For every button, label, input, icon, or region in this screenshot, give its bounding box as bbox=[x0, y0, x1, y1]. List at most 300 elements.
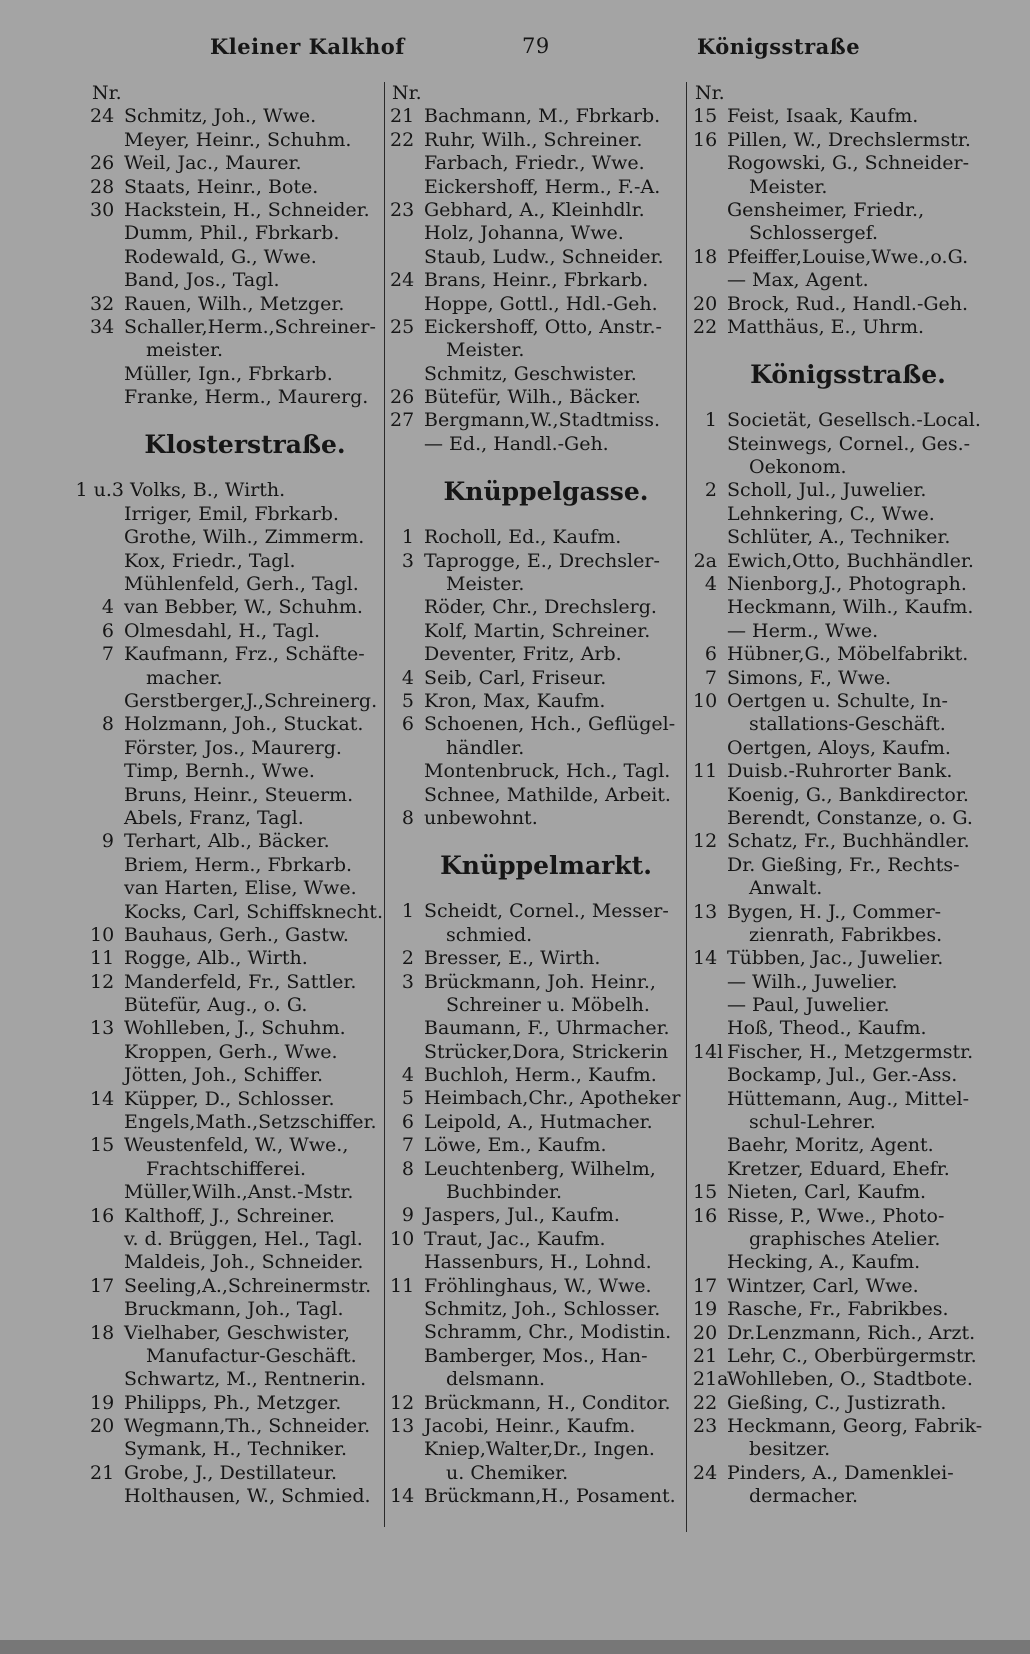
directory-entry bbox=[90, 176, 380, 199]
resident-name: Abels, Franz, Tagl. bbox=[124, 806, 304, 829]
house-number: 23 bbox=[693, 1415, 718, 1438]
directory-entry bbox=[693, 1275, 983, 1298]
resident-name: Jacobi, Heinr., Kaufm. bbox=[424, 1414, 636, 1437]
directory-entry bbox=[390, 526, 682, 549]
house-number: 32 bbox=[90, 292, 115, 315]
directory-entry bbox=[390, 1321, 682, 1344]
house-number: 23 bbox=[390, 198, 415, 221]
house-number: 1 bbox=[401, 900, 414, 923]
page-edge bbox=[0, 1640, 1030, 1654]
directory-entry bbox=[693, 1251, 983, 1274]
house-number: 2a bbox=[693, 549, 717, 572]
resident-name: Traut, Jac., Kaufm. bbox=[424, 1227, 606, 1250]
directory-entry bbox=[90, 1205, 380, 1228]
house-number: 8 bbox=[401, 806, 414, 829]
directory-entry bbox=[693, 152, 983, 175]
directory-entry bbox=[693, 667, 983, 690]
directory-entry bbox=[90, 1251, 380, 1274]
resident-name: Societät, Gesellsch.-Local. bbox=[727, 409, 981, 432]
resident-name: Scheidt, Cornel., Messer- bbox=[424, 900, 669, 923]
resident-name: Hüttemann, Aug., Mittel- bbox=[727, 1087, 969, 1110]
resident-name: Hoß, Theod., Kaufm. bbox=[727, 1017, 927, 1040]
resident-name: Schnee, Mathilde, Arbeit. bbox=[424, 783, 671, 806]
house-number: 11 bbox=[90, 947, 115, 970]
directory-entry bbox=[390, 994, 682, 1017]
directory-entry bbox=[693, 1298, 983, 1321]
directory-entry bbox=[390, 386, 682, 409]
directory-entry bbox=[390, 1181, 682, 1204]
resident-name: Wegmann,Th., Schneider. bbox=[124, 1415, 371, 1438]
resident-name: Taprogge, E., Drechsler- bbox=[424, 549, 660, 572]
house-number: 14 bbox=[390, 1485, 415, 1508]
directory-entry bbox=[693, 199, 983, 222]
resident-name: Eickershoff, Herm., F.-A. bbox=[424, 175, 661, 198]
resident-name: — Wilh., Juwelier. bbox=[727, 970, 898, 993]
directory-entry bbox=[90, 760, 380, 783]
directory-entry bbox=[693, 1088, 983, 1111]
house-number: 3 bbox=[401, 970, 414, 993]
house-number: 10 bbox=[90, 923, 115, 946]
resident-name: — Ed., Handl.-Geh. bbox=[424, 432, 609, 455]
resident-name: Gießing, C., Justizrath. bbox=[727, 1391, 947, 1414]
directory-entry bbox=[390, 152, 682, 175]
house-number: 7 bbox=[401, 1134, 414, 1157]
resident-name: Gerstberger,J.,Schreinerg. bbox=[124, 689, 378, 712]
directory-entry bbox=[90, 1228, 380, 1251]
house-number: 20 bbox=[693, 292, 718, 315]
directory-entry bbox=[390, 129, 682, 152]
directory-entry bbox=[693, 784, 983, 807]
house-number: 24 bbox=[693, 1461, 718, 1484]
resident-name: Rogowski, G., Schneider- bbox=[727, 152, 970, 175]
directory-entry bbox=[390, 1251, 682, 1274]
running-header-left: Kleiner Kalkhof bbox=[210, 34, 405, 59]
directory-entry bbox=[693, 690, 983, 713]
resident-name: Schramm, Chr., Modistin. bbox=[424, 1321, 672, 1344]
resident-name: Küpper, D., Schlosser. bbox=[124, 1087, 335, 1110]
house-number: 13 bbox=[693, 900, 718, 923]
entry-continuation: Buchbinder. bbox=[446, 1181, 562, 1204]
directory-entry bbox=[693, 269, 983, 292]
house-number: 11 bbox=[693, 760, 718, 783]
house-number: 9 bbox=[401, 1204, 414, 1227]
house-number: 30 bbox=[90, 198, 115, 221]
resident-name: Fröhlinghaus, W., Wwe. bbox=[424, 1274, 652, 1297]
entry-continuation: Frachtschifferei. bbox=[146, 1157, 306, 1180]
resident-name: Dr. Gießing, Fr., Rechts- bbox=[727, 853, 960, 876]
directory-entry bbox=[390, 713, 682, 736]
directory-entry bbox=[390, 222, 682, 245]
directory-entry bbox=[390, 1368, 682, 1391]
resident-name: Wohlleben, O., Stadtbote. bbox=[727, 1368, 973, 1391]
resident-name: Schatz, Fr., Buchhändler. bbox=[727, 830, 970, 853]
resident-name: Kolf, Martin, Schreiner. bbox=[424, 619, 651, 642]
directory-entry bbox=[90, 503, 380, 526]
resident-name: Rodewald, G., Wwe. bbox=[124, 245, 317, 268]
resident-name: Holzmann, Joh., Stuckat. bbox=[124, 713, 364, 736]
resident-name: Fischer, H., Metzgermstr. bbox=[727, 1040, 974, 1063]
directory-entry bbox=[693, 316, 983, 339]
directory-entry bbox=[90, 784, 380, 807]
directory-entry bbox=[90, 246, 380, 269]
directory-entry bbox=[693, 947, 983, 970]
number-column-label: Nr. bbox=[392, 82, 422, 104]
resident-name: Schaller,Herm.,Schreiner- bbox=[124, 315, 376, 338]
resident-name: Seib, Carl, Friseur. bbox=[424, 666, 607, 689]
house-number: 4 bbox=[704, 573, 717, 596]
resident-name: Pfeiffer,Louise,Wwe.,o.G. bbox=[727, 245, 969, 268]
house-number: 13 bbox=[90, 1017, 115, 1040]
directory-entry bbox=[693, 1205, 983, 1228]
directory-entry bbox=[390, 667, 682, 690]
directory-entry bbox=[693, 877, 983, 900]
house-number: 28 bbox=[90, 175, 115, 198]
directory-entry bbox=[390, 1462, 682, 1485]
house-number: 12 bbox=[693, 830, 718, 853]
resident-name: Bachmann, M., Fbrkarb. bbox=[424, 105, 661, 128]
house-number: 9 bbox=[101, 830, 114, 853]
directory-entry bbox=[390, 409, 682, 432]
directory-entry bbox=[90, 339, 380, 362]
entry-continuation: macher. bbox=[146, 666, 223, 689]
house-number: 4 bbox=[401, 1064, 414, 1087]
resident-name: Bresser, E., Wirth. bbox=[424, 947, 601, 970]
house-number: 11 bbox=[390, 1274, 415, 1297]
directory-entry bbox=[90, 994, 380, 1017]
directory-entry bbox=[693, 737, 983, 760]
house-number: 21a bbox=[693, 1368, 729, 1391]
directory-entry bbox=[693, 246, 983, 269]
directory-entry bbox=[693, 293, 983, 316]
directory-entry bbox=[693, 854, 983, 877]
directory-entry bbox=[90, 1485, 380, 1508]
house-number: 13 bbox=[390, 1414, 415, 1437]
resident-name: Dr.Lenzmann, Rich., Arzt. bbox=[727, 1321, 976, 1344]
directory-entry bbox=[90, 1181, 380, 1204]
resident-name: Buchloh, Herm., Kaufm. bbox=[424, 1064, 657, 1087]
number-label-row bbox=[390, 82, 682, 105]
resident-name: Jötten, Joh., Schiffer. bbox=[124, 1064, 324, 1087]
directory-entry bbox=[90, 316, 380, 339]
resident-name: Weil, Jac., Maurer. bbox=[124, 152, 302, 175]
directory-entry bbox=[390, 1158, 682, 1181]
directory-entry bbox=[693, 1134, 983, 1157]
resident-name: Philipps, Ph., Metzger. bbox=[124, 1391, 342, 1414]
resident-name: Ruhr, Wilh., Schreiner. bbox=[424, 128, 643, 151]
directory-entry bbox=[90, 1134, 380, 1157]
resident-name: Weustenfeld, W., Wwe., bbox=[124, 1134, 349, 1157]
house-number: 21 bbox=[90, 1461, 115, 1484]
directory-entry bbox=[390, 971, 682, 994]
entry-continuation: dermacher. bbox=[749, 1485, 858, 1508]
directory-entry bbox=[90, 1415, 380, 1438]
resident-name: Deventer, Fritz, Arb. bbox=[424, 643, 622, 666]
house-number: 15 bbox=[693, 105, 718, 128]
directory-entry bbox=[90, 152, 380, 175]
directory-entry bbox=[90, 1298, 380, 1321]
resident-name: Förster, Jos., Maurerg. bbox=[124, 736, 342, 759]
resident-name: Irriger, Emil, Fbrkarb. bbox=[124, 502, 339, 525]
directory-entry bbox=[390, 176, 682, 199]
house-number: 6 bbox=[401, 1110, 414, 1133]
house-number: 10 bbox=[693, 689, 718, 712]
number-column-label: Nr. bbox=[695, 82, 725, 104]
directory-entry bbox=[390, 947, 682, 970]
entry-continuation: u. Chemiker. bbox=[446, 1461, 569, 1484]
resident-name: Grobe, J., Destillateur. bbox=[124, 1461, 338, 1484]
resident-name: — Max, Agent. bbox=[727, 269, 869, 292]
column-divider-1 bbox=[384, 82, 385, 1527]
entry-continuation: Meister. bbox=[446, 573, 525, 596]
resident-name: Grothe, Wilh., Zimmerm. bbox=[124, 526, 365, 549]
resident-name: Pillen, W., Drechslermstr. bbox=[727, 128, 971, 151]
directory-entry bbox=[90, 573, 380, 596]
resident-name: Hackstein, H., Schneider. bbox=[124, 198, 370, 221]
house-number: 8 bbox=[401, 1157, 414, 1180]
directory-entry bbox=[693, 924, 983, 947]
directory-entry bbox=[693, 1158, 983, 1181]
directory-entry bbox=[390, 807, 682, 830]
directory-entry bbox=[693, 1017, 983, 1040]
resident-name: Bygen, H. J., Commer- bbox=[727, 900, 942, 923]
column-1 bbox=[75, 82, 383, 1509]
resident-name: Dumm, Phil., Fbrkarb. bbox=[124, 222, 340, 245]
directory-entry bbox=[693, 1181, 983, 1204]
house-number: 3 bbox=[401, 549, 414, 572]
house-number: 2 bbox=[704, 479, 717, 502]
resident-name: unbewohnt. bbox=[424, 806, 538, 829]
house-number: 22 bbox=[693, 1391, 718, 1414]
resident-name: Wohlleben, J., Schuhm. bbox=[124, 1017, 346, 1040]
resident-name: — Herm., Wwe. bbox=[727, 619, 879, 642]
resident-name: Franke, Herm., Maurerg. bbox=[124, 386, 369, 409]
house-number: 1 bbox=[401, 526, 414, 549]
house-number: 8 bbox=[101, 713, 114, 736]
resident-name: Holz, Johanna, Wwe. bbox=[424, 222, 624, 245]
directory-entry bbox=[390, 1345, 682, 1368]
resident-name: Brans, Heinr., Fbrkarb. bbox=[424, 269, 649, 292]
house-number: 20 bbox=[693, 1321, 718, 1344]
house-number: 26 bbox=[390, 386, 415, 409]
resident-name: Vielhaber, Geschwister, bbox=[124, 1321, 350, 1344]
resident-name: Lehnkering, C., Wwe. bbox=[727, 502, 935, 525]
directory-entry bbox=[693, 1345, 983, 1368]
directory-entry bbox=[390, 1485, 682, 1508]
house-number: 25 bbox=[390, 315, 415, 338]
directory-entry bbox=[90, 1064, 380, 1087]
directory-entry bbox=[90, 1088, 380, 1111]
column-3 bbox=[693, 82, 983, 1509]
directory-entry bbox=[693, 573, 983, 596]
directory-entry bbox=[693, 807, 983, 830]
entry-continuation: Meister. bbox=[446, 339, 525, 362]
directory-entry bbox=[90, 690, 380, 713]
resident-name: Heckmann, Georg, Fabrik- bbox=[727, 1415, 983, 1438]
house-number: 6 bbox=[101, 619, 114, 642]
resident-name: Risse, P., Wwe., Photo- bbox=[727, 1204, 945, 1227]
house-number: 27 bbox=[390, 409, 415, 432]
resident-name: Simons, F., Wwe. bbox=[727, 666, 892, 689]
directory-entry bbox=[693, 1415, 983, 1438]
directory-entry bbox=[390, 433, 682, 456]
resident-name: Hoppe, Gottl., Hdl.-Geh. bbox=[424, 292, 658, 315]
house-number: 12 bbox=[390, 1391, 415, 1414]
directory-entry bbox=[693, 1438, 983, 1461]
entry-continuation: Oekonom. bbox=[749, 456, 847, 479]
directory-entry bbox=[693, 1368, 983, 1391]
resident-name: Kron, Max, Kaufm. bbox=[424, 689, 606, 712]
directory-entry bbox=[390, 1438, 682, 1461]
house-number: 16 bbox=[90, 1204, 115, 1227]
entry-continuation: händler. bbox=[446, 736, 525, 759]
resident-name: Steinwegs, Cornel., Ges.- bbox=[727, 432, 971, 455]
resident-name: Schoenen, Hch., Geflügel- bbox=[424, 713, 676, 736]
directory-entry bbox=[693, 409, 983, 432]
directory-entry bbox=[693, 129, 983, 152]
resident-name: Kroppen, Gerh., Wwe. bbox=[124, 1040, 338, 1063]
entry-continuation: stallations-Geschäft. bbox=[749, 713, 946, 736]
resident-name: Kniep,Walter,Dr., Ingen. bbox=[424, 1438, 655, 1461]
resident-name: Gebhard, A., Kleinhdlr. bbox=[424, 198, 645, 221]
directory-entry bbox=[390, 1204, 682, 1227]
entry-continuation: Manufactur-Geschäft. bbox=[146, 1344, 357, 1367]
street-heading: Knüppelmarkt. bbox=[440, 850, 652, 880]
directory-entry bbox=[90, 1275, 380, 1298]
house-number: 15 bbox=[90, 1134, 115, 1157]
directory-entry bbox=[90, 199, 380, 222]
directory-entry bbox=[390, 339, 682, 362]
resident-name: Röder, Chr., Drechslerg. bbox=[424, 596, 657, 619]
directory-entry bbox=[693, 1064, 983, 1087]
house-number: 22 bbox=[390, 128, 415, 151]
resident-name: Scholl, Jul., Juwelier. bbox=[727, 479, 927, 502]
resident-name: Jaspers, Jul., Kaufm. bbox=[424, 1204, 620, 1227]
resident-name: Volks, B., Wirth. bbox=[130, 479, 286, 502]
directory-entry bbox=[390, 620, 682, 643]
house-number: 18 bbox=[693, 245, 718, 268]
resident-name: Bauhaus, Gerh., Gastw. bbox=[124, 923, 349, 946]
house-number: 2 bbox=[401, 947, 414, 970]
house-number: 17 bbox=[693, 1274, 718, 1297]
house-number: 14 bbox=[90, 1087, 115, 1110]
house-number: 12 bbox=[90, 970, 115, 993]
resident-name: Gensheimer, Friedr., bbox=[727, 198, 925, 221]
number-column-label: Nr. bbox=[92, 82, 122, 104]
directory-entry bbox=[693, 433, 983, 456]
directory-entry bbox=[90, 667, 380, 690]
directory-entry bbox=[390, 737, 682, 760]
resident-name: Symank, H., Techniker. bbox=[124, 1438, 348, 1461]
entry-continuation: zienrath, Fabrikbes. bbox=[749, 923, 943, 946]
resident-name: Leipold, A., Hutmacher. bbox=[424, 1110, 653, 1133]
resident-name: Kocks, Carl, Schiffsknecht. bbox=[124, 900, 383, 923]
directory-entry bbox=[693, 620, 983, 643]
directory-entry bbox=[390, 1134, 682, 1157]
resident-name: Bamberger, Mos., Han- bbox=[424, 1344, 648, 1367]
resident-name: Briem, Herm., Fbrkarb. bbox=[124, 853, 353, 876]
directory-entry bbox=[693, 1228, 983, 1251]
resident-name: Staats, Heinr., Bote. bbox=[124, 175, 319, 198]
house-number: 26 bbox=[90, 152, 115, 175]
resident-name: Lehr, C., Oberbürgermstr. bbox=[727, 1344, 977, 1367]
house-number: 1 u.3 bbox=[75, 479, 124, 502]
directory-entry bbox=[390, 550, 682, 573]
entry-continuation: meister. bbox=[146, 339, 224, 362]
resident-name: Oertgen, Aloys, Kaufm. bbox=[727, 736, 951, 759]
directory-entry bbox=[90, 830, 380, 853]
directory-entry bbox=[90, 900, 383, 924]
resident-name: Oertgen u. Schulte, In- bbox=[727, 689, 948, 712]
directory-entry bbox=[90, 1462, 380, 1485]
house-number: 22 bbox=[693, 315, 718, 338]
resident-name: Band, Jos., Tagl. bbox=[124, 269, 280, 292]
resident-name: Tübben, Jac., Juwelier. bbox=[727, 947, 944, 970]
resident-name: van Harten, Elise, Wwe. bbox=[124, 877, 357, 900]
street-heading: Klosterstraße. bbox=[144, 429, 346, 459]
house-number: 6 bbox=[704, 643, 717, 666]
resident-name: Rocholl, Ed., Kaufm. bbox=[424, 526, 622, 549]
house-number: 24 bbox=[390, 269, 415, 292]
house-number: 17 bbox=[90, 1274, 115, 1297]
directory-entry bbox=[90, 854, 380, 877]
resident-name: Strücker,Dora, Strickerin bbox=[424, 1040, 669, 1063]
house-number: 34 bbox=[90, 315, 115, 338]
entry-continuation: graphisches Atelier. bbox=[749, 1227, 941, 1250]
directory-entry bbox=[693, 503, 983, 526]
resident-name: Müller, Ign., Fbrkarb. bbox=[124, 362, 333, 385]
resident-name: Hassenburs, H., Lohnd. bbox=[424, 1251, 652, 1274]
directory-entry bbox=[390, 1087, 682, 1110]
entry-continuation: Anwalt. bbox=[749, 877, 823, 900]
resident-name: Meyer, Heinr., Schuhm. bbox=[124, 128, 352, 151]
directory-entry bbox=[90, 737, 380, 760]
house-number: 7 bbox=[704, 666, 717, 689]
directory-entry bbox=[390, 105, 682, 128]
directory-entry bbox=[90, 620, 380, 643]
entry-continuation: schul-Lehrer. bbox=[749, 1111, 876, 1134]
resident-name: Müller,Wilh.,Anst.-Mstr. bbox=[124, 1181, 354, 1204]
directory-entry bbox=[390, 363, 682, 386]
directory-entry bbox=[390, 643, 682, 666]
directory-entry bbox=[90, 526, 380, 549]
resident-name: Baumann, F., Uhrmacher. bbox=[424, 1017, 670, 1040]
resident-name: Ewich,Otto, Buchhändler. bbox=[727, 549, 974, 572]
resident-name: Nienborg,J., Photograph. bbox=[727, 573, 967, 596]
house-number: 24 bbox=[90, 105, 115, 128]
directory-entry bbox=[693, 526, 983, 549]
house-number: 16 bbox=[693, 128, 718, 151]
number-label-row bbox=[90, 82, 380, 105]
house-number: 21 bbox=[390, 105, 415, 128]
house-number: 5 bbox=[401, 1087, 414, 1110]
resident-name: Kalthoff, J., Schreiner. bbox=[124, 1204, 335, 1227]
resident-name: Timp, Bernh., Wwe. bbox=[124, 760, 315, 783]
directory-entry bbox=[693, 222, 983, 245]
resident-name: Koenig, G., Bankdirector. bbox=[727, 783, 969, 806]
directory-entry bbox=[90, 1158, 380, 1181]
resident-name: Rogge, Alb., Wirth. bbox=[124, 947, 308, 970]
directory-entry bbox=[390, 199, 682, 222]
directory-entry bbox=[90, 222, 380, 245]
house-number: 6 bbox=[401, 713, 414, 736]
house-number: 19 bbox=[693, 1298, 718, 1321]
resident-name: Schmitz, Geschwister. bbox=[424, 362, 637, 385]
directory-entry bbox=[90, 924, 380, 947]
directory-entry bbox=[693, 1041, 983, 1064]
directory-entry bbox=[390, 690, 682, 713]
directory-entry bbox=[90, 129, 380, 152]
column-2 bbox=[390, 82, 682, 1508]
